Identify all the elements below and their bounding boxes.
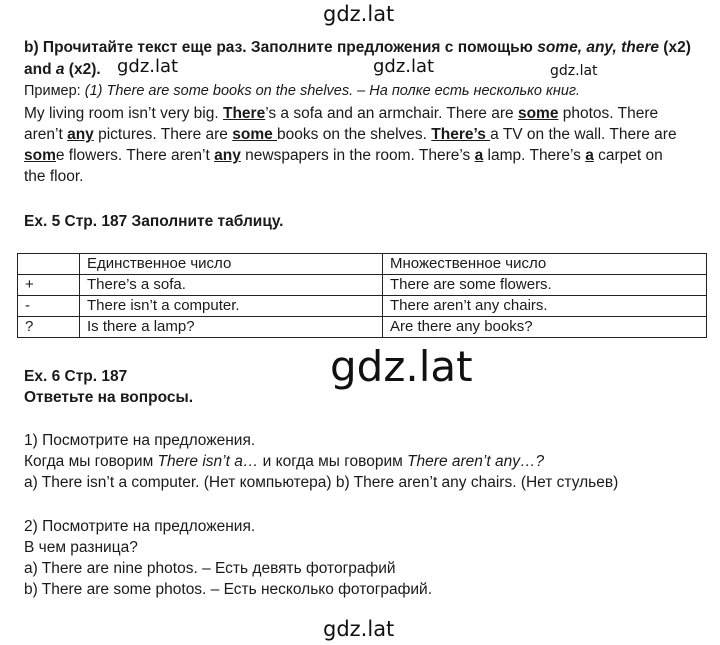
ex5-heading: Ex. 5 Стр. 187 Заполните таблицу. bbox=[24, 213, 284, 230]
heading-text-end: (x2). bbox=[64, 61, 101, 78]
question-phrase: There isn’t a… bbox=[157, 453, 259, 470]
passage-text: carpet on bbox=[593, 147, 663, 164]
table-row bbox=[18, 296, 707, 317]
example-label: Пример: bbox=[24, 83, 85, 99]
example-text: (1) There are some books on the shelves. – На полке есть несколько книг. bbox=[84, 83, 581, 99]
watermark-middle: gdz.lat bbox=[373, 56, 435, 77]
watermark-top: gdz.lat bbox=[323, 2, 395, 26]
example-line bbox=[24, 81, 580, 102]
singular-plural-table bbox=[17, 253, 707, 338]
table-header-cell: Единственное число bbox=[80, 254, 383, 275]
question-phrase: There aren’t any…? bbox=[407, 453, 545, 470]
passage-text: newspapers in the room. There’s bbox=[240, 147, 475, 164]
q2-question: В чем разница? bbox=[24, 539, 138, 556]
watermark-right: gdz.lat bbox=[550, 63, 598, 79]
answer-word: som bbox=[24, 147, 56, 164]
q1-question bbox=[24, 451, 544, 472]
passage-text: My living room isn’t very big. bbox=[24, 105, 223, 122]
table-cell: There aren’t any chairs. bbox=[383, 296, 707, 317]
passage-text: books on the shelves. bbox=[277, 126, 432, 143]
ex6-heading: Ex. 6 Стр. 187 bbox=[24, 368, 128, 385]
question-text: Когда мы говорим bbox=[24, 453, 158, 470]
table-cell: There’s a sofa. bbox=[80, 275, 383, 296]
q1-answer: a) There isn’t a computer. (Нет компьютера) b) There aren’t any chairs. (Нет стульев) bbox=[24, 474, 619, 491]
passage-line-3 bbox=[24, 145, 663, 166]
q2-title: 2) Посмотрите на предложения. bbox=[24, 518, 256, 535]
q1-title: 1) Посмотрите на предложения. bbox=[24, 432, 256, 449]
table-cell: ? bbox=[18, 317, 80, 338]
table-row bbox=[18, 317, 707, 338]
table-cell: Are there any books? bbox=[383, 317, 707, 338]
table-row bbox=[18, 275, 707, 296]
heading-word-a: a bbox=[55, 61, 65, 78]
answer-word: any bbox=[214, 147, 241, 164]
answer-word: a bbox=[474, 147, 484, 164]
heading-text: b) Прочитайте текст еще раз. Заполните предложения с помощью bbox=[24, 39, 538, 56]
passage-text: aren’t bbox=[24, 126, 68, 143]
question-text: и когда мы говорим bbox=[258, 453, 408, 470]
table-cell: - bbox=[18, 296, 80, 317]
table-cell: Is there a lamp? bbox=[80, 317, 383, 338]
answer-word: There’s bbox=[431, 126, 491, 143]
table-header-cell: Множественное число bbox=[383, 254, 707, 275]
heading-text: and bbox=[24, 61, 56, 78]
answer-word: some bbox=[517, 105, 559, 122]
passage-text: ’s a sofa and an armchair. There are bbox=[265, 105, 518, 122]
answer-word: any bbox=[67, 126, 94, 143]
task-b-heading bbox=[24, 37, 691, 58]
passage-text: e flowers. There aren’t bbox=[55, 147, 215, 164]
q2-answer-a: a) There are nine photos. – Есть девять фотографий bbox=[24, 560, 396, 577]
watermark-large: gdz.lat bbox=[330, 342, 473, 391]
table-cell: There isn’t a computer. bbox=[80, 296, 383, 317]
table-header-row bbox=[18, 254, 707, 275]
table-header-cell bbox=[18, 254, 80, 275]
ex6-subheading: Ответьте на вопросы. bbox=[24, 389, 194, 406]
passage-line-1 bbox=[24, 103, 658, 124]
answer-word: some bbox=[232, 126, 278, 143]
heading-text-end: (x2) bbox=[658, 39, 691, 56]
q2-answer-b: b) There are some photos. – Есть несколько фотографий. bbox=[24, 581, 433, 598]
heading-words: some, any, there bbox=[537, 39, 659, 56]
passage-line-4: the floor. bbox=[24, 168, 84, 185]
passage-text: a TV on the wall. There are bbox=[490, 126, 677, 143]
watermark-bottom: gdz.lat bbox=[323, 617, 395, 641]
answer-word: There bbox=[222, 105, 266, 122]
passage-line-2 bbox=[24, 124, 677, 145]
watermark-left: gdz.lat bbox=[117, 56, 179, 77]
passage-text: pictures. There are bbox=[93, 126, 233, 143]
passage-text: photos. There bbox=[558, 105, 659, 122]
table-cell: + bbox=[18, 275, 80, 296]
answer-word: a bbox=[585, 147, 594, 164]
passage-text: lamp. There’s bbox=[483, 147, 586, 164]
task-b-heading-line2 bbox=[24, 59, 101, 80]
table-cell: There are some flowers. bbox=[383, 275, 707, 296]
